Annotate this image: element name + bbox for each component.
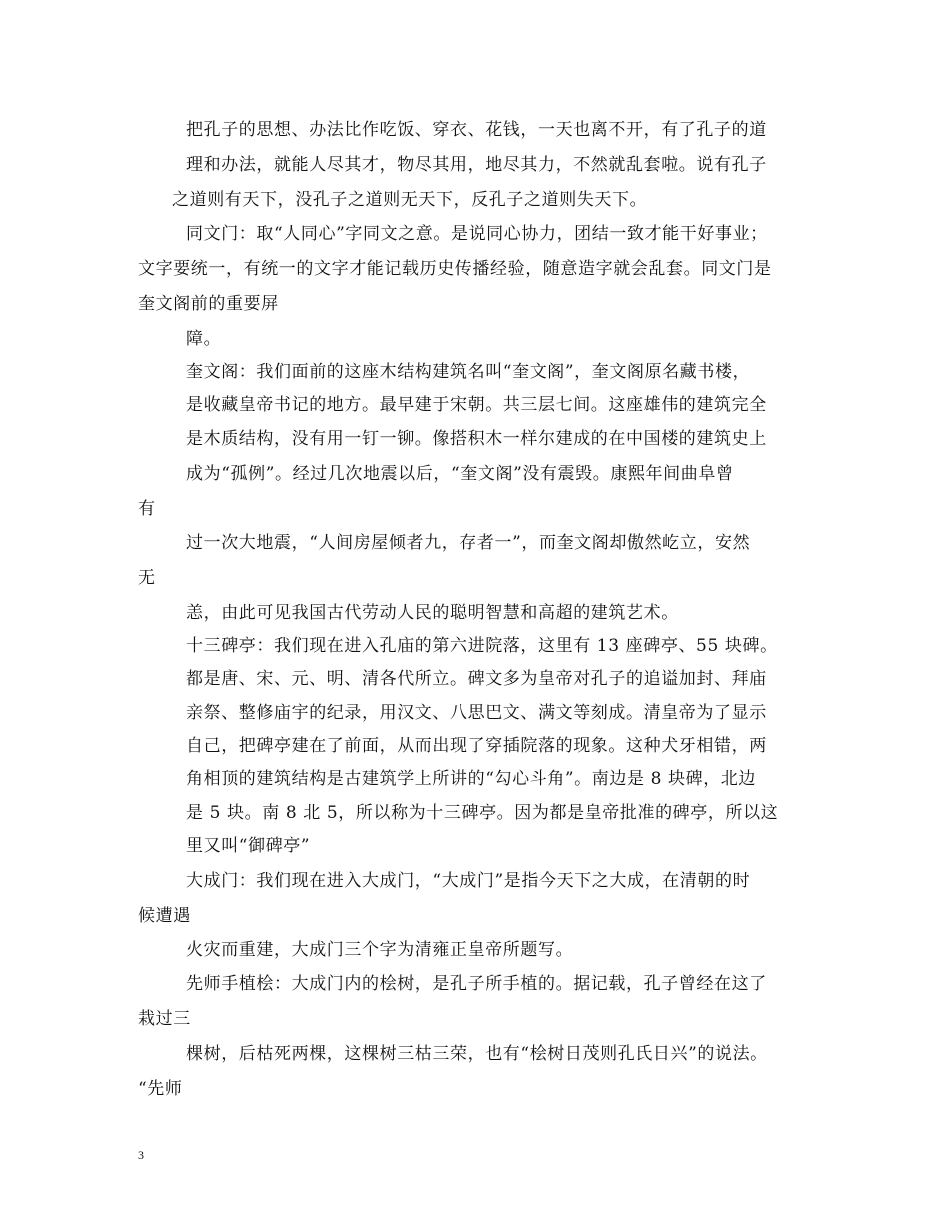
- text-line: 之道则有天下，没孔子之道则无天下，反孔子之道则失天下。: [172, 190, 648, 210]
- text-line: 是木质结构，没有用一钉一铆。像搭积木一样尔建成的在中国楼的建筑史上: [186, 429, 767, 449]
- text-line: 过一次大地震，“人间房屋倾者九，存者一”，而奎文阁却傲然屹立，安然: [186, 533, 751, 553]
- text-line: 栽过三: [138, 1009, 191, 1029]
- text-line: 理和办法，就能人尽其才，物尽其用，地尽其力，不然就乱套啦。说有孔子: [186, 155, 767, 175]
- text-line: 奎文阁：我们面前的这座木结构建筑名叫“奎文阁”，奎文阁原名藏书楼，: [186, 362, 751, 382]
- page-number: 3: [138, 1148, 144, 1162]
- text-line: 无: [138, 568, 156, 588]
- text-line: 火灾而重建，大成门三个字为清雍正皇帝所题写。: [186, 940, 574, 960]
- text-line: 恙，由此可见我国古代劳动人民的聪明智慧和高超的建筑艺术。: [186, 603, 679, 623]
- text-line: 把孔子的思想、办法比作吃饭、穿衣、花钱，一天也离不开，有了孔子的道: [186, 120, 767, 140]
- text-line: 都是唐、宋、元、明、清各代所立。碑文多为皇帝对孔子的追谥加封、拜庙: [186, 669, 767, 689]
- text-line: 角相顶的建筑结构是古建筑学上所讲的“勾心斗角”。南边是 8 块碑，北边: [186, 769, 757, 789]
- text-line: 同文门：取“人同心”字同文之意。是说同心协力，团结一致才能干好事业；: [186, 224, 768, 244]
- text-line: 十三碑亭：我们现在进入孔庙的第六进院落，这里有 13 座碑亭、55 块碑。: [186, 636, 778, 656]
- text-line: 大成门：我们现在进入大成门，“大成门”是指今天下之大成，在清朝的时: [186, 871, 751, 891]
- text-line: 奎文阁前的重要屏: [138, 294, 279, 314]
- text-line: 亲祭、整修庙宇的纪录，用汉文、八思巴文、满文等刻成。清皇帝为了显示: [186, 703, 767, 723]
- text-line: 是 5 块。南 8 北 5，所以称为十三碑亭。因为都是皇帝批准的碑亭，所以这: [186, 803, 779, 823]
- text-line: 先师手植桧：大成门内的桧树，是孔子所手植的。据记载，孔子曾经在这了: [186, 974, 767, 994]
- text-line: 是收藏皇帝书记的地方。最早建于宋朝。共三层七间。这座雄伟的建筑完全: [186, 395, 767, 415]
- text-line: “先师: [138, 1079, 183, 1099]
- text-line: 候遭遇: [138, 906, 191, 926]
- text-line: 里又叫“御碑亭”: [186, 836, 311, 856]
- text-line: 成为“孤例”。经过几次地震以后，“奎文阁”没有震毁。康熙年间曲阜曾: [186, 464, 734, 484]
- text-line: 文字要统一，有统一的文字才能记载历史传播经验，随意造字就会乱套。同文门是: [138, 259, 772, 279]
- text-line: 自己，把碑亭建在了前面，从而出现了穿插院落的现象。这种犬牙相错，两: [186, 736, 767, 756]
- text-line: 障。: [186, 329, 222, 349]
- text-line: 棵树，后枯死两棵，这棵树三枯三荣，也有“桧树日茂则孔氏日兴”的说法。: [186, 1044, 768, 1064]
- text-line: 有: [138, 499, 156, 519]
